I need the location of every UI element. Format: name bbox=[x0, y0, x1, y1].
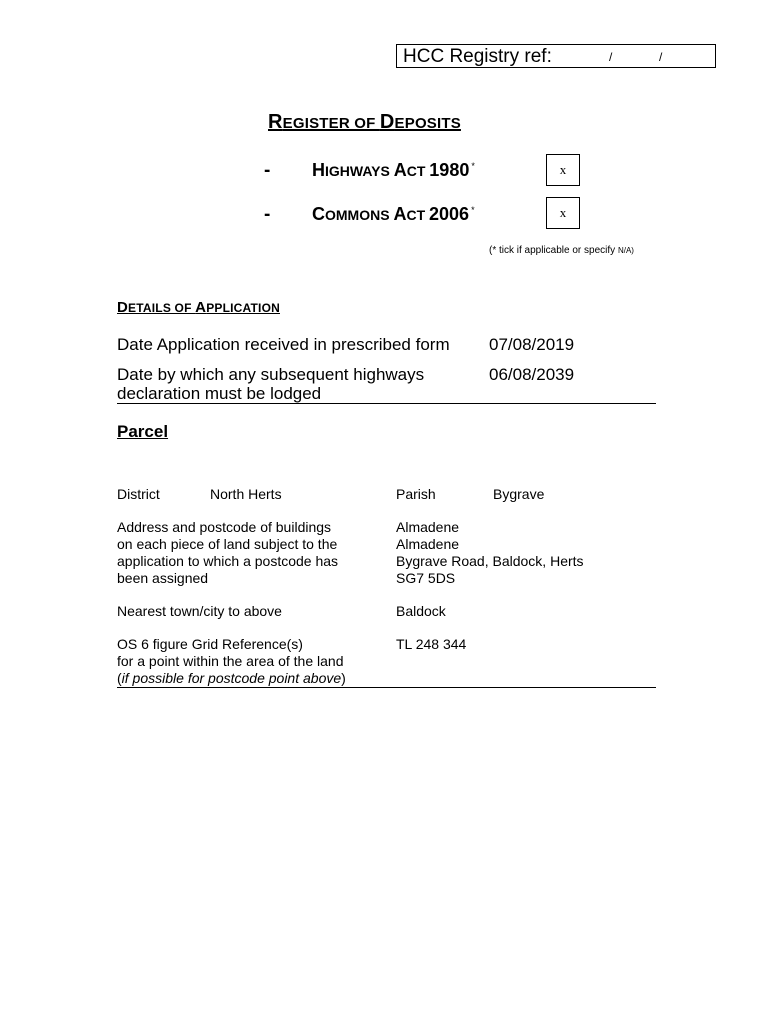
registry-ref-label: HCC Registry ref: bbox=[403, 46, 552, 67]
declaration-value: 06/08/2039 bbox=[489, 365, 575, 384]
parish-label: Parish bbox=[396, 486, 436, 502]
act-dash: - bbox=[264, 160, 271, 181]
address-value: Almadene Almadene Bygrave Road, Baldock, Herts SG7 5DS bbox=[396, 519, 584, 586]
commons-act-label: COMMONS ACT 2006 * bbox=[312, 204, 475, 224]
tick-note: (* tick if applicable or specify N/A) bbox=[489, 245, 634, 256]
divider bbox=[117, 403, 656, 404]
act-dash: - bbox=[264, 204, 271, 225]
highways-act-label: HIGHWAYS ACT 1980 * bbox=[312, 160, 475, 180]
divider bbox=[117, 687, 656, 688]
address-label: Address and postcode of buildings on each piece of land subject to the application to which a postcode has been assigned bbox=[117, 519, 339, 586]
district-value: North Herts bbox=[210, 486, 282, 502]
registry-ref-box bbox=[396, 44, 716, 68]
grid-reference-value: TL 248 344 bbox=[396, 636, 467, 652]
details-heading: DETAILS OF APPLICATION bbox=[117, 299, 280, 316]
district-label: District bbox=[117, 486, 160, 502]
declaration-label: Date by which any subsequent highways bbox=[117, 365, 425, 384]
grid-reference-label: OS 6 figure Grid Reference(s) for a point within the area of the land (if possible for postcode point above) bbox=[117, 636, 346, 686]
registry-ref-slash: / bbox=[659, 50, 663, 64]
tick-mark: x bbox=[559, 205, 567, 220]
nearest-town-label: Nearest town/city to above bbox=[117, 603, 282, 619]
parcel-heading: Parcel bbox=[117, 422, 169, 441]
date-received-value: 07/08/2019 bbox=[489, 335, 575, 354]
tick-mark: x bbox=[559, 162, 567, 177]
page-title: REGISTER OF DEPOSITS bbox=[268, 111, 461, 133]
registry-ref-slash: / bbox=[609, 50, 613, 64]
declaration-label: declaration must be lodged bbox=[117, 384, 322, 403]
nearest-town-value: Baldock bbox=[396, 603, 446, 619]
commons-act-checkbox[interactable] bbox=[546, 197, 580, 229]
date-received-label: Date Application received in prescribed form bbox=[117, 335, 450, 354]
parish-value: Bygrave bbox=[493, 486, 545, 502]
highways-act-checkbox[interactable] bbox=[546, 154, 580, 186]
